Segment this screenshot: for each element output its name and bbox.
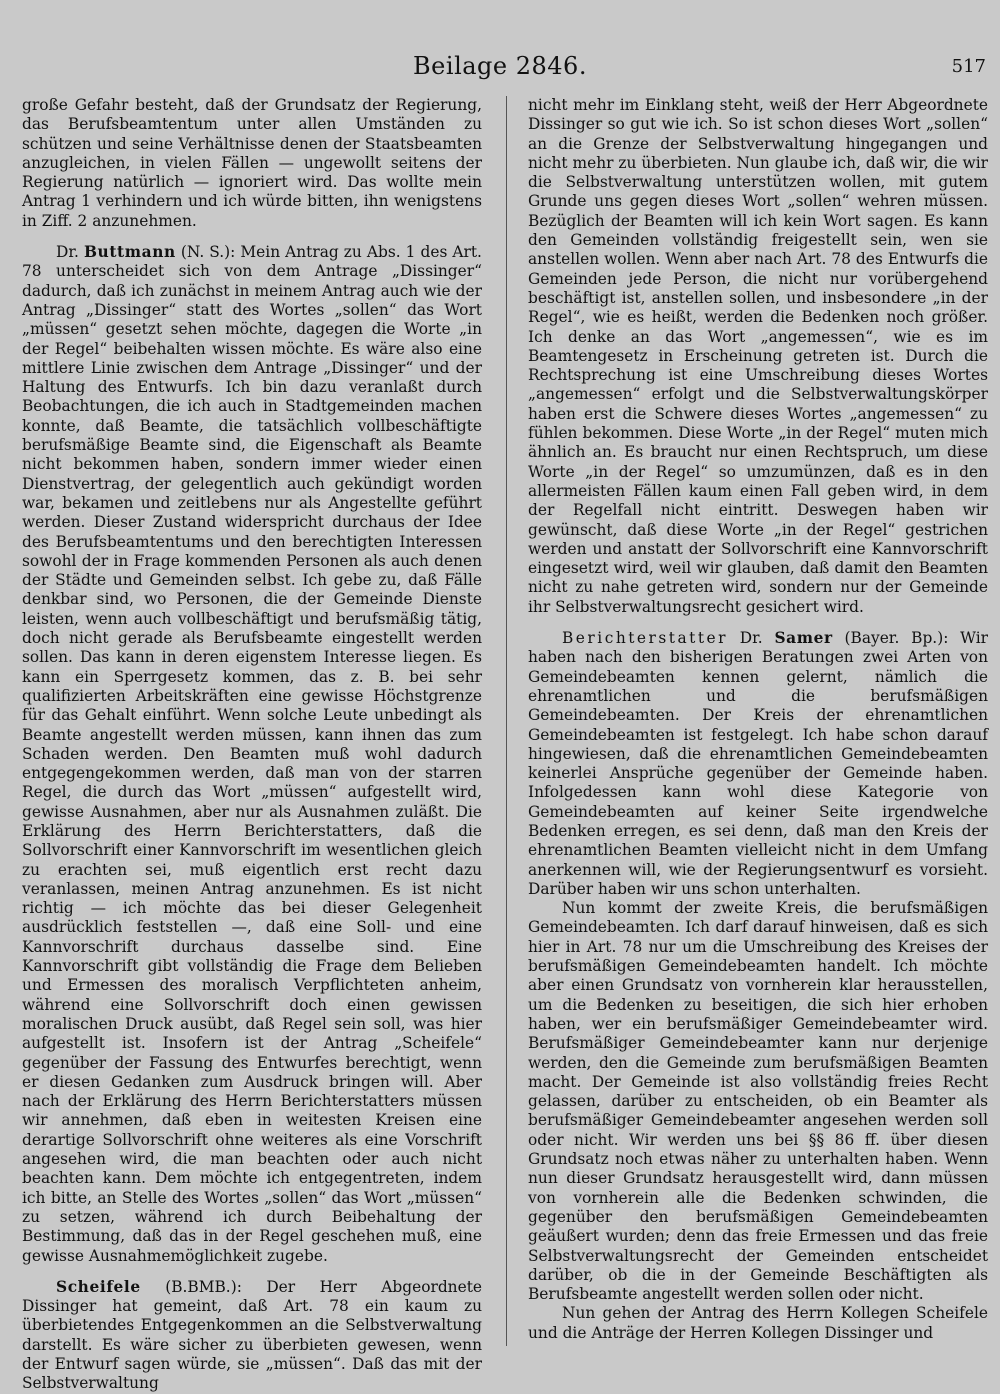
paragraph-samer (528, 629, 988, 899)
page-title: Beilage 2846. (413, 52, 587, 80)
speaker-party: (B.BMB.): (165, 1277, 242, 1296)
paragraph: Nun gehen der Antrag des Herrn Kollegen Scheifele und die Anträge der Herren Kollegen Dissinger und (528, 1304, 988, 1342)
speaker-title: Dr. (739, 629, 763, 648)
left-column (22, 96, 482, 1393)
paragraph: nicht mehr im Einklang steht, weiß der Herr Abgeordnete Dissinger so gut wie ich. So ist schon dieses Wort „sollen“ an die Grenze der Selbstverwaltung hingegangen und nicht mehr zu überbieten. Nun glaube ich, daß wir, die wir die Selbstverwaltung unterstützen wollen, mit gutem Grunde uns gegen dieses Wort „sollen“ wehren müssen. Bezüglich der Beamten will ich kein Wort sagen. Es kann den Gemeinden vollständig freigestellt sein, wen sie anstellen wollen. Wenn aber nach Art. 78 des Entwurfs die Gemeinden jede Person, die nicht nur vorübergehend beschäftigt ist, anstellen sollen, und insbesondere „in der Regel“, wie es heißt, werden die Bedenken noch größer. Ich denke an das Wort „angemessen“, wie es im Beamtengesetz in Erscheinung getreten ist. Durch die Rechtsprechung ist eine Umschreibung dieses Wortes „angemessen“ erfolgt und die Selbstverwaltungskörper haben erst die Schwere dieses Wortes „angemessen“ zu fühlen bekommen. Diese Worte „in der Regel“ muten mich ähnlich an. Es braucht nur einen Rechtspruch, um diese Worte „in der Regel“ so umzumünzen, daß es in den allermeisten Fällen kaum einen Fall geben wird, in dem der Regelfall nicht eintritt. Deswegen haben wir gewünscht, daß diese Worte „in der Regel“ gestrichen werden und anstatt der Sollvorschrift eine Kannvorschrift eingesetzt wird, weil wir glauben, daß damit den Beamten nicht zu nahe getreten wird, sondern nur der Gemeinde ihr Selbstverwaltungsrecht gesichert wird. (528, 96, 988, 616)
speech-text: Wir haben nach den bisherigen Beratungen zwei Arten von Gemeindebeamten kennen gelernt, nämlich die ehrenamtlichen und die berufsmäßigen Gemeindebeamten. Der Kreis der ehrenamtlichen Gemeindebeamten ist festgelegt. Ich habe schon darauf hingewiesen, daß die ehrenamtlichen Gemeindebeamten keinerlei Ansprüche gegenüber der Gemeinde haben. Infolgedessen kann wohl diese Kategorie von Gemeindebeamten auf keiner Seite irgendwelche Bedenken erregen, es sei denn, daß man den Kreis der ehrenamtlichen Beamten vielleicht nicht in dem Umfang anerkennen will, wie der Regierungsentwurf es vorsieht. Darüber haben wir uns schon unterhalten. (528, 629, 988, 898)
speaker-name: Scheifele (56, 1277, 141, 1296)
speaker-name: Samer (774, 629, 833, 648)
speech-text: Der Herr Abgeordnete Dissinger hat gemeint, daß Art. 78 ein kaum zu überbietendes Entgegenkommen an die Selbstverwaltung darstellt. Es wäre sicher zu überbieten gewesen, wenn der Entwurf sagen würde, sie „müssen“. Daß das mit der Selbstverwaltung (22, 1277, 482, 1393)
paragraph-buttmann (22, 243, 482, 1266)
right-column (528, 96, 988, 1346)
speech-text: Mein Antrag zu Abs. 1 des Art. 78 unterscheidet sich von dem Antrage „Dissinger“ dadurch, daß ich zunächst in meinem Antrag auch wie der Antrag „Dissinger“ statt des Wortes „sollen“ das Wort „müssen“ gesetzt sehen möchte, dagegen die Worte „in der Regel“ beibehalten wissen möchte. Es wäre also eine mittlere Linie zwischen dem Antrage „Dissinger“ und der Haltung des Entwurfs. Ich bin dazu veranlaßt durch Beobachtungen, die ich auch in Stadtgemeinden machen konnte, daß Beamte, die tatsächlich vollbeschäftigte berufsmäßige Beamte sind, die Eigenschaft als Beamte nicht bekommen haben, sondern immer wieder einen Dienstvertrag, der gelegentlich auch gekündigt worden war, bekamen und zeitlebens nur als Angestellte geführt werden. Dieser Zustand widerspricht durchaus der Idee des Berufsbeamtentums und den berechtigten Interessen sowohl der in Frage kommenden Personen als auch denen der Städte und Gemeinden selbst. Ich gebe zu, daß Fälle denkbar sind, wo Personen, die der Gemeinde Dienste leisten, wenn auch vollbeschäftigt und berufsmäßig tätig, doch nicht gerade als Berufsbeamte eingestellt werden sollen. Das kann in deren eigenstem Interesse liegen. Es kann ein Sperrgesetz kommen, das z. B. bei sehr qualifizierten Arbeitskräften eine gewisse Höchstgrenze für das Gehalt einführt. Wenn solche Leute unbedingt als Beamte angestellt werden müssen, kann ihnen das zum Schaden werden. Den Beamten muß wohl dadurch entgegengekommen werden, daß man von der starren Regel, die durch das Wort „müssen“ aufgestellt wird, gewisse Ausnahmen, aber nur als Ausnahmen zuläßt. Die Erklärung des Herrn Berichterstatters, daß die Sollvorschrift einer Kannvorschrift im wesentlichen gleich zu erachten sei, muß eigentlich erst recht dazu veranlassen, meinen Antrag anzunehmen. Es ist nicht richtig — ich möchte das bei dieser Gelegenheit ausdrücklich feststellen —, daß eine Soll- und eine Kannvorschrift durchaus dasselbe sind. Eine Kannvorschrift gibt vollständig die Frage dem Belieben und Ermessen des moralisch Verpflichteten anheim, während eine Sollvorschrift doch einen gewissen moralischen Druck ausübt, daß Regel sein soll, was hier aufgestellt ist. Insofern ist der Antrag „Scheifele“ gegenüber der Fassung des Entwurfes berechtigt, wenn er diesen Gedanken zum Ausdruck bringen will. Aber nach der Erklärung des Herrn Berichterstatters müssen wir annehmen, daß eben in weitesten Kreisen eine derartige Sollvorschrift ohne weiteres als eine Vorschrift angesehen wird, die man beachten oder auch nicht beachten kann. Dem möchte ich entgegentreten, indem ich bitte, an Stelle des Wortes „sollen“ das Wort „müssen“ zu setzen, während ich durch Beibehaltung der Bestimmung, daß das in der Regel geschehen muß, eine gewisse Ausnahmemöglichkeit zugebe. (22, 243, 482, 1265)
speaker-role: Berichterstatter (562, 629, 728, 648)
speaker-party: (N. S.): (180, 243, 236, 262)
paragraph: große Gefahr besteht, daß der Grundsatz der Regierung, das Berufsbeamtentum unter allen Umständen zu schützen und seine Verhältnisse denen der Staatsbeamten anzugleichen, in vielen Fällen — ungewollt seitens der Regierung natürlich — ignoriert wird. Das wollte mein Antrag 1 verhindern und ich würde bitten, ihn wenigstens in Ziff. 2 anzunehmen. (22, 96, 482, 230)
page-header (0, 52, 1000, 88)
column-divider (506, 96, 507, 1346)
speaker-name: Buttmann (83, 243, 176, 262)
page-number: 517 (951, 56, 986, 77)
paragraph: Nun kommt der zweite Kreis, die berufsmäßigen Gemeindebeamten. Ich darf darauf hinweisen, daß es sich hier in Art. 78 nur um die Umschreibung des Kreises der berufsmäßigen Gemeindebeamten handelt. Ich möchte aber einen Grundsatz von vornherein klar herausstellen, um die Bedenken zu beseitigen, die sich hier erhoben haben, wer ein berufsmäßiger Gemeindebeamter wird. Berufsmäßiger Gemeindebeamter kann nur derjenige werden, den die Gemeinde zum berufsmäßigen Beamten macht. Der Gemeinde ist also vollständig freies Recht gelassen, darüber zu entscheiden, ob ein Beamter als berufsmäßiger Gemeindebeamter angesehen werden soll oder nicht. Wir werden uns bei §§ 86 ff. über diesen Grundsatz noch etwas näher zu unterhalten haben. Wenn nun dieser Grundsatz herausgestellt wird, dann müssen von vornherein alle die Bedenken schwinden, die gegenüber den berufsmäßigen Gemeindebeamten geäußert wurden; denn das freie Ermessen und das freie Selbstverwaltungsrecht der Gemeinden entscheidet darüber, ob die in der Gemeinde Beschäftigten als Berufsbeamte angestellt werden sollen oder nicht. (528, 899, 988, 1304)
speaker-title: Dr. (56, 243, 79, 262)
speaker-party: (Bayer. Bp.): (844, 629, 949, 648)
paragraph-scheifele (22, 1278, 482, 1394)
